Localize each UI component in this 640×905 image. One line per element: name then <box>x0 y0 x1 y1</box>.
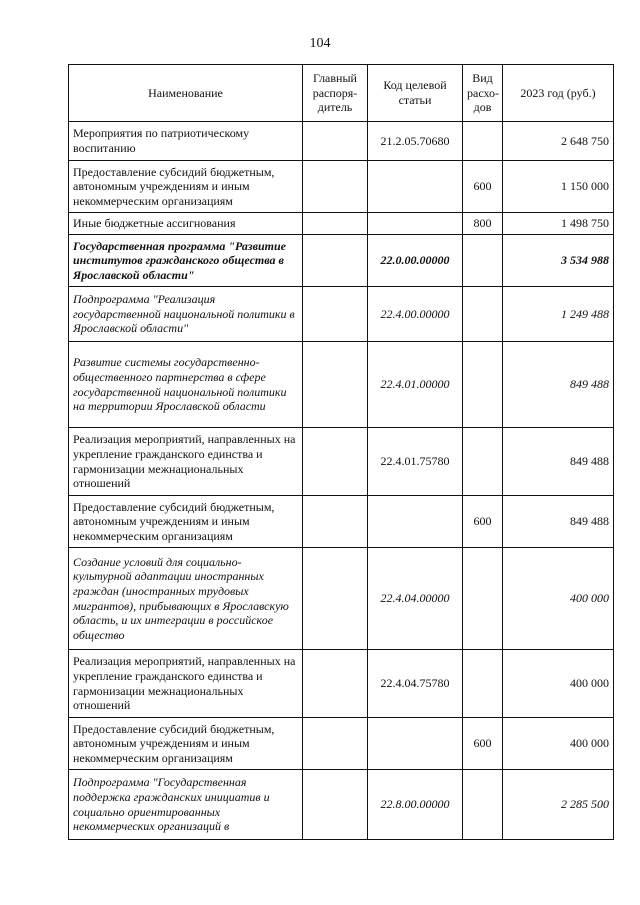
row-amount: 849 488 <box>503 428 614 496</box>
table-row <box>69 718 614 770</box>
row-expense-type <box>463 122 503 161</box>
row-expense-type <box>463 428 503 496</box>
row-amount: 849 488 <box>503 342 614 428</box>
table-row <box>69 213 614 235</box>
row-name: Предоставление субсидий бюджетным, автономным учреждениям и иным некоммерческим организациям <box>69 496 303 548</box>
table-row <box>69 428 614 496</box>
row-manager <box>303 161 368 213</box>
row-name: Подпрограмма "Реализация государственной национальной политики в Ярославской области" <box>69 287 303 342</box>
row-code <box>368 161 463 213</box>
row-code: 21.2.05.70680 <box>368 122 463 161</box>
row-manager <box>303 235 368 287</box>
row-expense-type <box>463 287 503 342</box>
row-code: 22.0.00.00000 <box>368 235 463 287</box>
row-name: Предоставление субсидий бюджетным, автономным учреждениям и иным некоммерческим организациям <box>69 161 303 213</box>
table-row <box>69 650 614 718</box>
header-manager: Главный распоря-дитель <box>303 65 368 122</box>
row-amount: 1 498 750 <box>503 213 614 235</box>
row-code: 22.4.04.75780 <box>368 650 463 718</box>
row-name: Реализация мероприятий, направленных на укрепление гражданского единства и гармонизации межнациональных отношений <box>69 428 303 496</box>
header-name: Наименование <box>69 65 303 122</box>
table-row <box>69 122 614 161</box>
header-expense-type: Вид расхо-дов <box>463 65 503 122</box>
row-amount: 2 285 500 <box>503 770 614 840</box>
table-row <box>69 287 614 342</box>
row-code <box>368 213 463 235</box>
row-expense-type <box>463 342 503 428</box>
table-row <box>69 235 614 287</box>
budget-table <box>68 64 614 840</box>
row-amount: 849 488 <box>503 496 614 548</box>
row-name: Создание условий для социально-культурной адаптации иностранных граждан (иностранных трудовых мигрантов), прибывающих в Ярославскую область, и их интеграции в российское общество <box>69 548 303 650</box>
row-expense-type: 600 <box>463 496 503 548</box>
page-number: 104 <box>309 36 331 51</box>
row-amount: 1 249 488 <box>503 287 614 342</box>
row-manager <box>303 122 368 161</box>
row-expense-type <box>463 548 503 650</box>
row-manager <box>303 213 368 235</box>
row-manager <box>303 342 368 428</box>
table-row <box>69 770 614 840</box>
row-expense-type: 800 <box>463 213 503 235</box>
row-expense-type: 600 <box>463 718 503 770</box>
row-amount: 2 648 750 <box>503 122 614 161</box>
row-expense-type <box>463 770 503 840</box>
row-name: Мероприятия по патриотическому воспитанию <box>69 122 303 161</box>
row-expense-type <box>463 235 503 287</box>
row-name: Развитие системы государственно-общественного партнерства в сфере государственной национальной политики на территории Ярославской области <box>69 342 303 428</box>
row-code: 22.4.01.75780 <box>368 428 463 496</box>
row-name: Реализация мероприятий, направленных на укрепление гражданского единства и гармонизации межнациональных отношений <box>69 650 303 718</box>
table-row <box>69 496 614 548</box>
table-row <box>69 342 614 428</box>
header-amount: 2023 год (руб.) <box>503 65 614 122</box>
row-manager <box>303 548 368 650</box>
row-manager <box>303 650 368 718</box>
table-row <box>69 161 614 213</box>
row-expense-type <box>463 650 503 718</box>
row-manager <box>303 718 368 770</box>
row-manager <box>303 287 368 342</box>
row-manager <box>303 770 368 840</box>
row-code: 22.4.04.00000 <box>368 548 463 650</box>
row-name: Иные бюджетные ассигнования <box>69 213 303 235</box>
table-header-row <box>69 65 614 122</box>
row-manager <box>303 428 368 496</box>
row-code: 22.4.01.00000 <box>368 342 463 428</box>
row-code: 22.8.00.00000 <box>368 770 463 840</box>
row-manager <box>303 496 368 548</box>
row-amount: 400 000 <box>503 718 614 770</box>
row-amount: 3 534 988 <box>503 235 614 287</box>
row-code: 22.4.00.00000 <box>368 287 463 342</box>
row-amount: 400 000 <box>503 548 614 650</box>
row-name: Предоставление субсидий бюджетным, автономным учреждениям и иным некоммерческим организациям <box>69 718 303 770</box>
row-amount: 1 150 000 <box>503 161 614 213</box>
row-amount: 400 000 <box>503 650 614 718</box>
row-code <box>368 718 463 770</box>
table-row <box>69 548 614 650</box>
row-name: Подпрограмма "Государственная поддержка гражданских инициатив и социально ориентированных некоммерческих организаций в <box>69 770 303 840</box>
row-expense-type: 600 <box>463 161 503 213</box>
row-name: Государственная программа "Развитие институтов гражданского общества в Ярославской области" <box>69 235 303 287</box>
header-code: Код целевой статьи <box>368 65 463 122</box>
row-code <box>368 496 463 548</box>
